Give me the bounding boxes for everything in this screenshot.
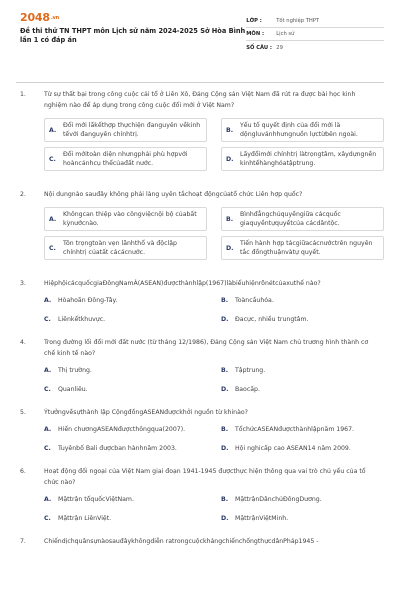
option-letter: A. <box>44 297 52 304</box>
option-a[interactable] <box>44 425 207 434</box>
question-4 <box>20 337 384 394</box>
option-text: Hiến chươngASEANđượcthôngqua(2007). <box>58 426 186 433</box>
option-letter: D. <box>226 244 234 252</box>
option-text: Lấyđổimới chínhtrị làtrọngtâm, xâydựngnền kinhtếhànghóatậptrung. <box>240 151 377 167</box>
meta-value: 29 <box>276 44 283 51</box>
option-letter: D. <box>226 155 234 163</box>
option-text: MặttrậnViệtMinh. <box>235 515 289 522</box>
option-d[interactable] <box>221 385 384 394</box>
option-text: Tiến hành hợp tácgiữacácnướctrên nguyên tắc đồngthuậnvàtự quyết. <box>240 240 373 256</box>
option-letter: B. <box>226 126 234 134</box>
option-d[interactable] <box>221 315 384 324</box>
option-c[interactable] <box>44 315 207 324</box>
option-letter: A. <box>49 215 57 223</box>
option-letter: A. <box>49 126 57 134</box>
option-letter: D. <box>221 316 229 323</box>
option-text: Thị trường. <box>58 367 92 374</box>
question-text: HiệphộicácquốcgiaĐôngNamÁ(ASEAN)đượcthànhlập(1967)làbiểuhiệnrõnétcủaxuthế nào? <box>44 280 321 287</box>
option-b[interactable] <box>221 425 384 434</box>
exam-meta-table <box>246 15 384 64</box>
option-text: Khôngcan thiệp vào côngviệcnội bộ củabất kỳnướcnào. <box>63 211 197 227</box>
option-c[interactable] <box>44 444 207 453</box>
question-number: 4. <box>20 339 26 346</box>
meta-label: SỐ CÂU : <box>246 44 272 51</box>
option-text: Hòahoãn Đông-Tây. <box>58 297 118 304</box>
meta-value: Tốt nghiệp THPT <box>276 18 320 24</box>
option-a[interactable] <box>44 118 207 142</box>
option-d[interactable] <box>221 236 384 260</box>
option-letter: B. <box>221 496 229 503</box>
option-letter: B. <box>221 297 229 304</box>
option-text: Đổi mới lấkếthợp thựchiện đanguyên vềkinh tếvới đanguyên chínhtrị. <box>63 122 201 138</box>
option-letter: B. <box>221 367 229 374</box>
option-text: Quanliêu. <box>58 386 88 393</box>
question-number: 5. <box>20 409 26 416</box>
question-1 <box>20 89 384 176</box>
option-letter: D. <box>221 445 229 452</box>
option-text: Toàncầuhóa. <box>235 297 274 304</box>
option-a[interactable] <box>44 495 207 504</box>
question-number: 7. <box>20 538 26 545</box>
option-c[interactable] <box>44 385 207 394</box>
option-b[interactable] <box>221 118 384 142</box>
option-text: Mặttrận tổquốcViệtNam. <box>58 496 134 503</box>
option-a[interactable] <box>44 207 207 231</box>
option-text: Đổi mớitoàn diện nhưngphải phù hợpvới hoàncảnhcụ thểcủađất nước. <box>63 151 188 167</box>
option-letter: D. <box>221 515 229 522</box>
option-b[interactable] <box>221 207 384 231</box>
option-text: MặttrậnDânchủĐôngDương. <box>235 496 322 503</box>
question-text: Ýtưởngvềsựthành lập CộngđồngASEANđượckhởi nguồn từ khinào? <box>44 409 248 416</box>
option-b[interactable] <box>221 296 384 305</box>
option-letter: C. <box>44 445 51 452</box>
exam-title: Đề thi thử TN THPT môn Lịch sử năm 2024-2025 Sở Hòa Bình lần 1 có đáp án <box>20 27 246 44</box>
option-letter: A. <box>44 426 52 433</box>
option-text: Liênkếtkhuvực. <box>58 316 106 323</box>
option-letter: C. <box>44 386 51 393</box>
option-d[interactable] <box>221 444 384 453</box>
option-text: Tậptrung. <box>235 367 266 374</box>
question-6 <box>20 466 384 523</box>
option-b[interactable] <box>221 495 384 504</box>
question-text: Từ sự thất bại trong công cuộc cải tổ ở Liên Xô, Đảng Cộng sản Việt Nam đã rút ra được bài học kinh nghiệm nào để áp dụng trong công cuộc đổi mới ở Việt Nam? <box>44 91 356 109</box>
option-letter: B. <box>221 426 229 433</box>
meta-value: Lịch sử <box>276 31 295 37</box>
document-header <box>20 12 384 64</box>
meta-label: MÔN : <box>246 31 265 37</box>
question-text: Trong đường lối đổi mới đất nước (từ tháng 12/1986), Đảng Cộng sản Việt Nam chủ trương hình thành cơ chế kinh tế nào? <box>44 339 369 357</box>
question-text: Hoạt động đối ngoại của Việt Nam giai đoạn 1941-1945 đượcthực hiện thông qua vai trò chủ yếu của tổ chức nào? <box>44 468 366 486</box>
logo-suffix: .vn <box>50 15 59 21</box>
option-letter: B. <box>226 215 234 223</box>
question-number: 6. <box>20 468 26 475</box>
option-c[interactable] <box>44 514 207 523</box>
option-text: Baocấp. <box>235 386 260 393</box>
meta-row-subject <box>246 28 384 41</box>
meta-label: LỚP : <box>246 18 262 24</box>
question-3 <box>20 278 384 324</box>
header-left <box>20 12 246 64</box>
question-number: 3. <box>20 280 26 287</box>
option-d[interactable] <box>221 514 384 523</box>
option-letter: A. <box>44 367 52 374</box>
option-text: TổchứcASEANđượcthànhlậpnăm 1967. <box>235 426 355 433</box>
option-text: Yếu tố quyết định của đổi mới là dộngluvánhhưngnuồn lựctừbên ngoài. <box>240 122 358 138</box>
site-logo[interactable] <box>20 12 246 24</box>
option-letter: D. <box>221 386 229 393</box>
option-b[interactable] <box>221 366 384 375</box>
question-text: Chiếndịchquânsựnàosauđâykhôngdiễn ratrongcuộckhángchiếnchốngthựcdânPháp1945 - <box>44 538 319 545</box>
question-number: 1. <box>20 91 26 98</box>
option-text: Mặttrận LiênViệt. <box>58 515 112 522</box>
header-divider <box>16 82 384 83</box>
option-text: Đacực, nhiều trungtâm. <box>235 316 309 323</box>
question-5 <box>20 407 384 453</box>
option-a[interactable] <box>44 296 207 305</box>
option-letter: C. <box>49 244 56 252</box>
question-2 <box>20 189 384 265</box>
logo-text: 2048 <box>20 11 50 24</box>
option-c[interactable] <box>44 147 207 171</box>
option-c[interactable] <box>44 236 207 260</box>
meta-row-class <box>246 15 384 28</box>
option-text: Bìnhđẳngchủquyềngiữa cácquốc giaquyềntựquyếtcủa cácdântộc. <box>240 211 341 227</box>
option-text: Tôn trọngtoàn vẹn lãnhthổ và độclập chínhtrị củatất cácácnước. <box>63 240 177 256</box>
meta-row-count <box>246 41 384 54</box>
option-text: Hội nghicấp cao ASEAN14 năm 2009. <box>235 445 351 452</box>
question-number: 2. <box>20 191 26 198</box>
option-letter: C. <box>44 316 51 323</box>
option-text: Tuyênbố Bali đượcban hànhnăm 2003. <box>58 445 177 452</box>
question-7 <box>20 536 384 547</box>
option-letter: C. <box>49 155 56 163</box>
question-text: Nội dungnào sauđây không phải làng uyên tắchoạt độngcủatổ chức Liên hợp quốc? <box>44 191 303 198</box>
option-letter: C. <box>44 515 51 522</box>
option-letter: A. <box>44 496 52 503</box>
option-d[interactable] <box>221 147 384 171</box>
option-a[interactable] <box>44 366 207 375</box>
